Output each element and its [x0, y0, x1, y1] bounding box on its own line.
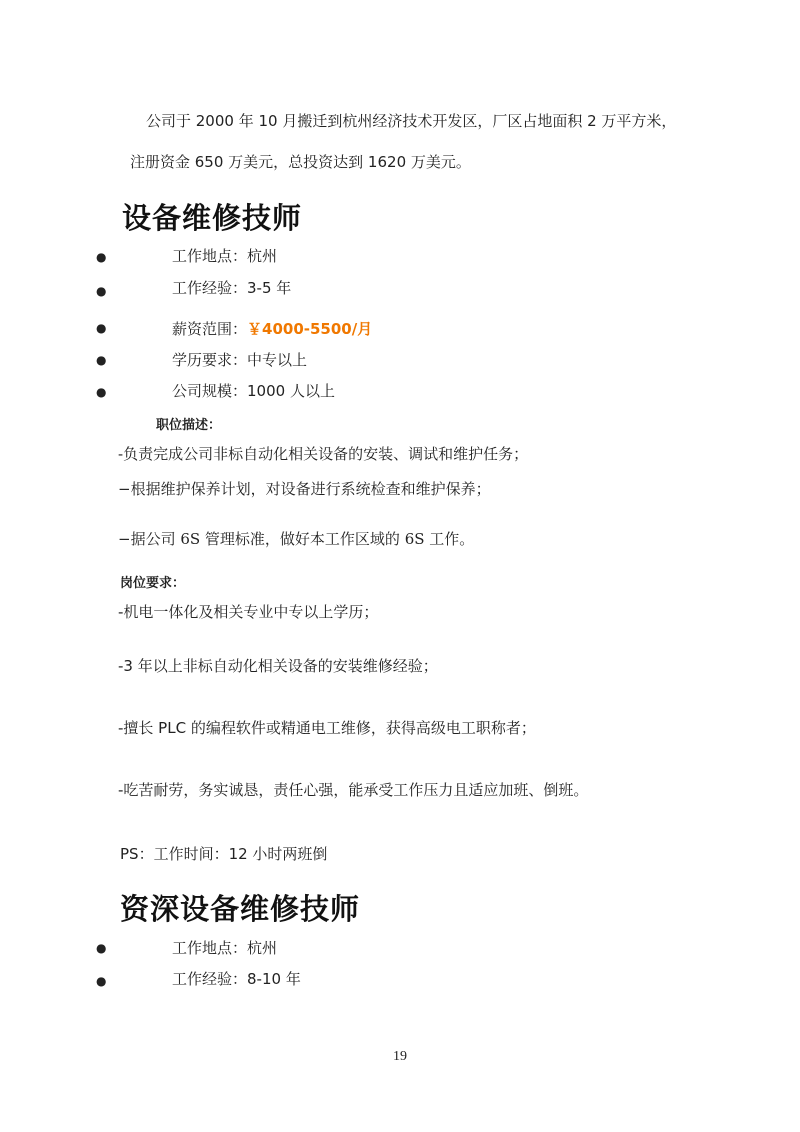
- bullet-icon: ●: [96, 250, 107, 264]
- req-item: -擅长 PLC 的编程软件或精通电工维修，获得高级电工职称者；: [118, 719, 536, 737]
- job2-experience: [172, 968, 301, 989]
- job-title-2: 资深设备维修技师: [120, 892, 361, 926]
- field-label: 学历要求：: [172, 351, 248, 369]
- desc-item: −根据维护保养计划，对设备进行系统检查和维护保养；: [118, 480, 491, 498]
- field-label: 薪资范围：: [172, 320, 248, 338]
- salary-value: ￥4000-5500/月: [247, 320, 373, 338]
- job1-location: [172, 245, 277, 266]
- bullet-icon: ●: [96, 284, 107, 298]
- req-item: -机电一体化及相关专业中专以上学历；: [118, 603, 379, 621]
- req-item: -吃苦耐劳，务实诚恳，责任心强，能承受工作压力且适应加班、倒班。: [118, 781, 589, 799]
- field-value: 杭州: [247, 939, 278, 957]
- intro-line-2: 注册资金 650 万美元，总投资达到 1620 万美元。: [130, 153, 471, 171]
- field-value: 3-5 年: [247, 279, 292, 297]
- field-label: 工作经验：: [172, 970, 248, 988]
- desc-item: -负责完成公司非标自动化相关设备的安装、调试和维护任务；: [118, 445, 529, 463]
- job1-salary: [172, 318, 372, 339]
- desc-item: −据公司 6S 管理标准，做好本工作区域的 6S 工作。: [118, 530, 475, 548]
- job1-education: [172, 349, 307, 370]
- field-label: 工作地点：: [172, 939, 248, 957]
- job-requirements-heading: 岗位要求：: [120, 576, 186, 591]
- bullet-icon: ●: [96, 974, 107, 988]
- job2-location: [172, 937, 277, 958]
- field-value: 中专以上: [247, 351, 308, 369]
- field-label: 工作经验：: [172, 279, 248, 297]
- job1-experience: [172, 277, 291, 298]
- field-value: 杭州: [247, 247, 278, 265]
- bullet-icon: ●: [96, 941, 107, 955]
- bullet-icon: ●: [96, 353, 107, 367]
- field-value: 8-10 年: [247, 970, 301, 988]
- page-number: 19: [393, 1049, 407, 1064]
- intro-line-1: 公司于 2000 年 10 月搬迁到杭州经济技术开发区，厂区占地面积 2 万平方米，: [146, 112, 677, 130]
- ps-note: PS：工作时间：12 小时两班倒: [120, 845, 328, 863]
- job-title-1: 设备维修技师: [122, 201, 303, 235]
- job-description-heading: 职位描述：: [156, 418, 222, 433]
- job1-company-size: [172, 380, 335, 401]
- field-value: 1000 人以上: [247, 382, 335, 400]
- bullet-icon: ●: [96, 385, 107, 399]
- req-item: -3 年以上非标自动化相关设备的安装维修经验；: [118, 657, 438, 675]
- field-label: 公司规模：: [172, 382, 248, 400]
- bullet-icon: ●: [96, 321, 107, 335]
- field-label: 工作地点：: [172, 247, 248, 265]
